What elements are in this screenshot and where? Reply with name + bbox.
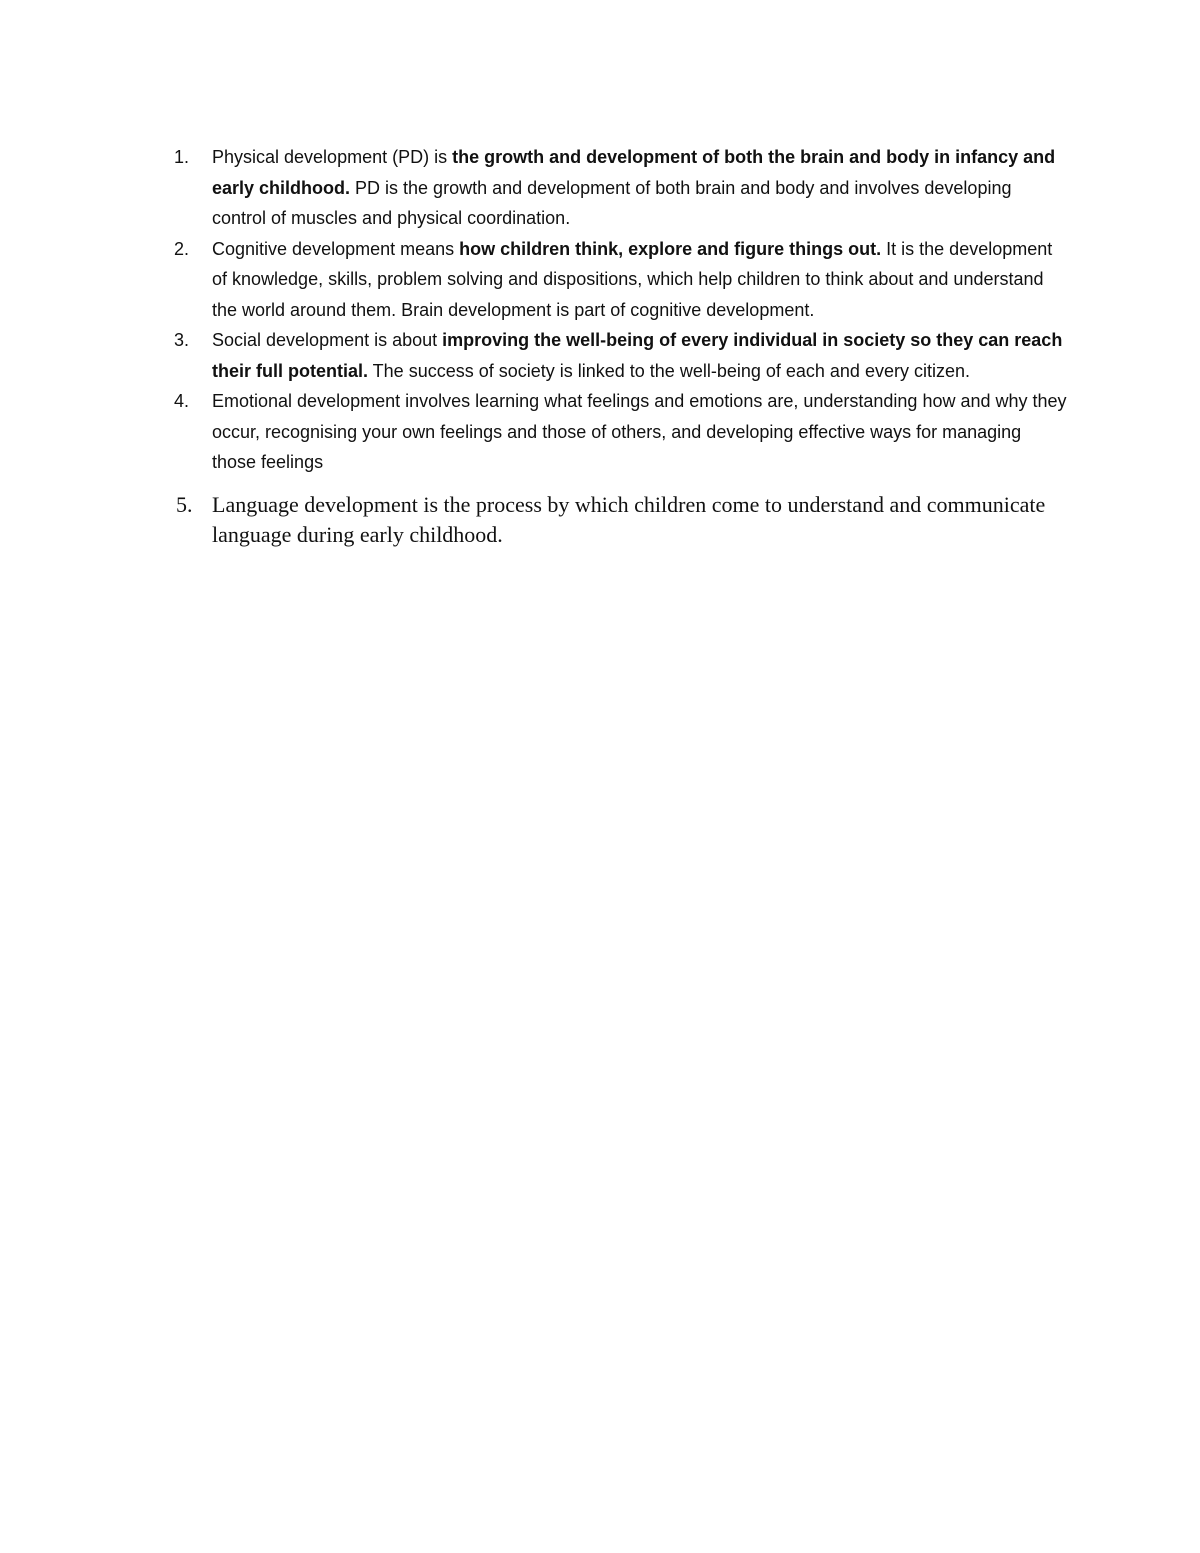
list-item-text bbox=[212, 239, 1052, 320]
list-number: 5. bbox=[176, 491, 193, 517]
text-run: Cognitive development means bbox=[212, 238, 460, 259]
list-item-cognitive-development bbox=[170, 234, 1070, 326]
list-item-physical-development bbox=[170, 142, 1070, 234]
list-item-text bbox=[212, 330, 1062, 381]
list-number: 3. bbox=[174, 330, 190, 350]
list-item-text bbox=[212, 147, 1055, 228]
list-item-language-development bbox=[170, 490, 1070, 550]
list-number: 2. bbox=[174, 238, 190, 259]
list-number: 1. bbox=[174, 147, 190, 167]
text-run: Physical development (PD) is bbox=[212, 147, 453, 167]
list-item-social-development bbox=[170, 325, 1070, 386]
text-run: The success of society is linked to the well-being of each and every citizen. bbox=[368, 360, 970, 381]
bold-text-run: improving the well-being of every individual in society so they can reach their full potential. bbox=[212, 330, 1063, 381]
list-item-text: Language development is the process by which children come to understand and communicate language during early childhood. bbox=[212, 491, 1046, 547]
bold-text-run: how children think, explore and figure things out. bbox=[459, 238, 882, 259]
text-run: Social development is about bbox=[212, 330, 443, 350]
list-number: 4. bbox=[174, 391, 190, 411]
bold-text-run: the growth and development of both the brain and body in infancy and early childhood. bbox=[212, 147, 1056, 198]
text-run: It is the development of knowledge, skills, problem solving and dispositions, which help children to think about and understand the world around them. Brain development is part of cognitive development. bbox=[212, 238, 1053, 320]
list-item-emotional-development bbox=[170, 386, 1070, 478]
numbered-list bbox=[170, 142, 1070, 550]
list-item-text: Emotional development involves learning what feelings and emotions are, understanding how and why they occur, recognising your own feelings and those of others, and developing effective ways for managing those feelings bbox=[212, 391, 1067, 472]
text-run: PD is the growth and development of both brain and body and involves developing control of muscles and physical coordination. bbox=[212, 177, 1012, 228]
